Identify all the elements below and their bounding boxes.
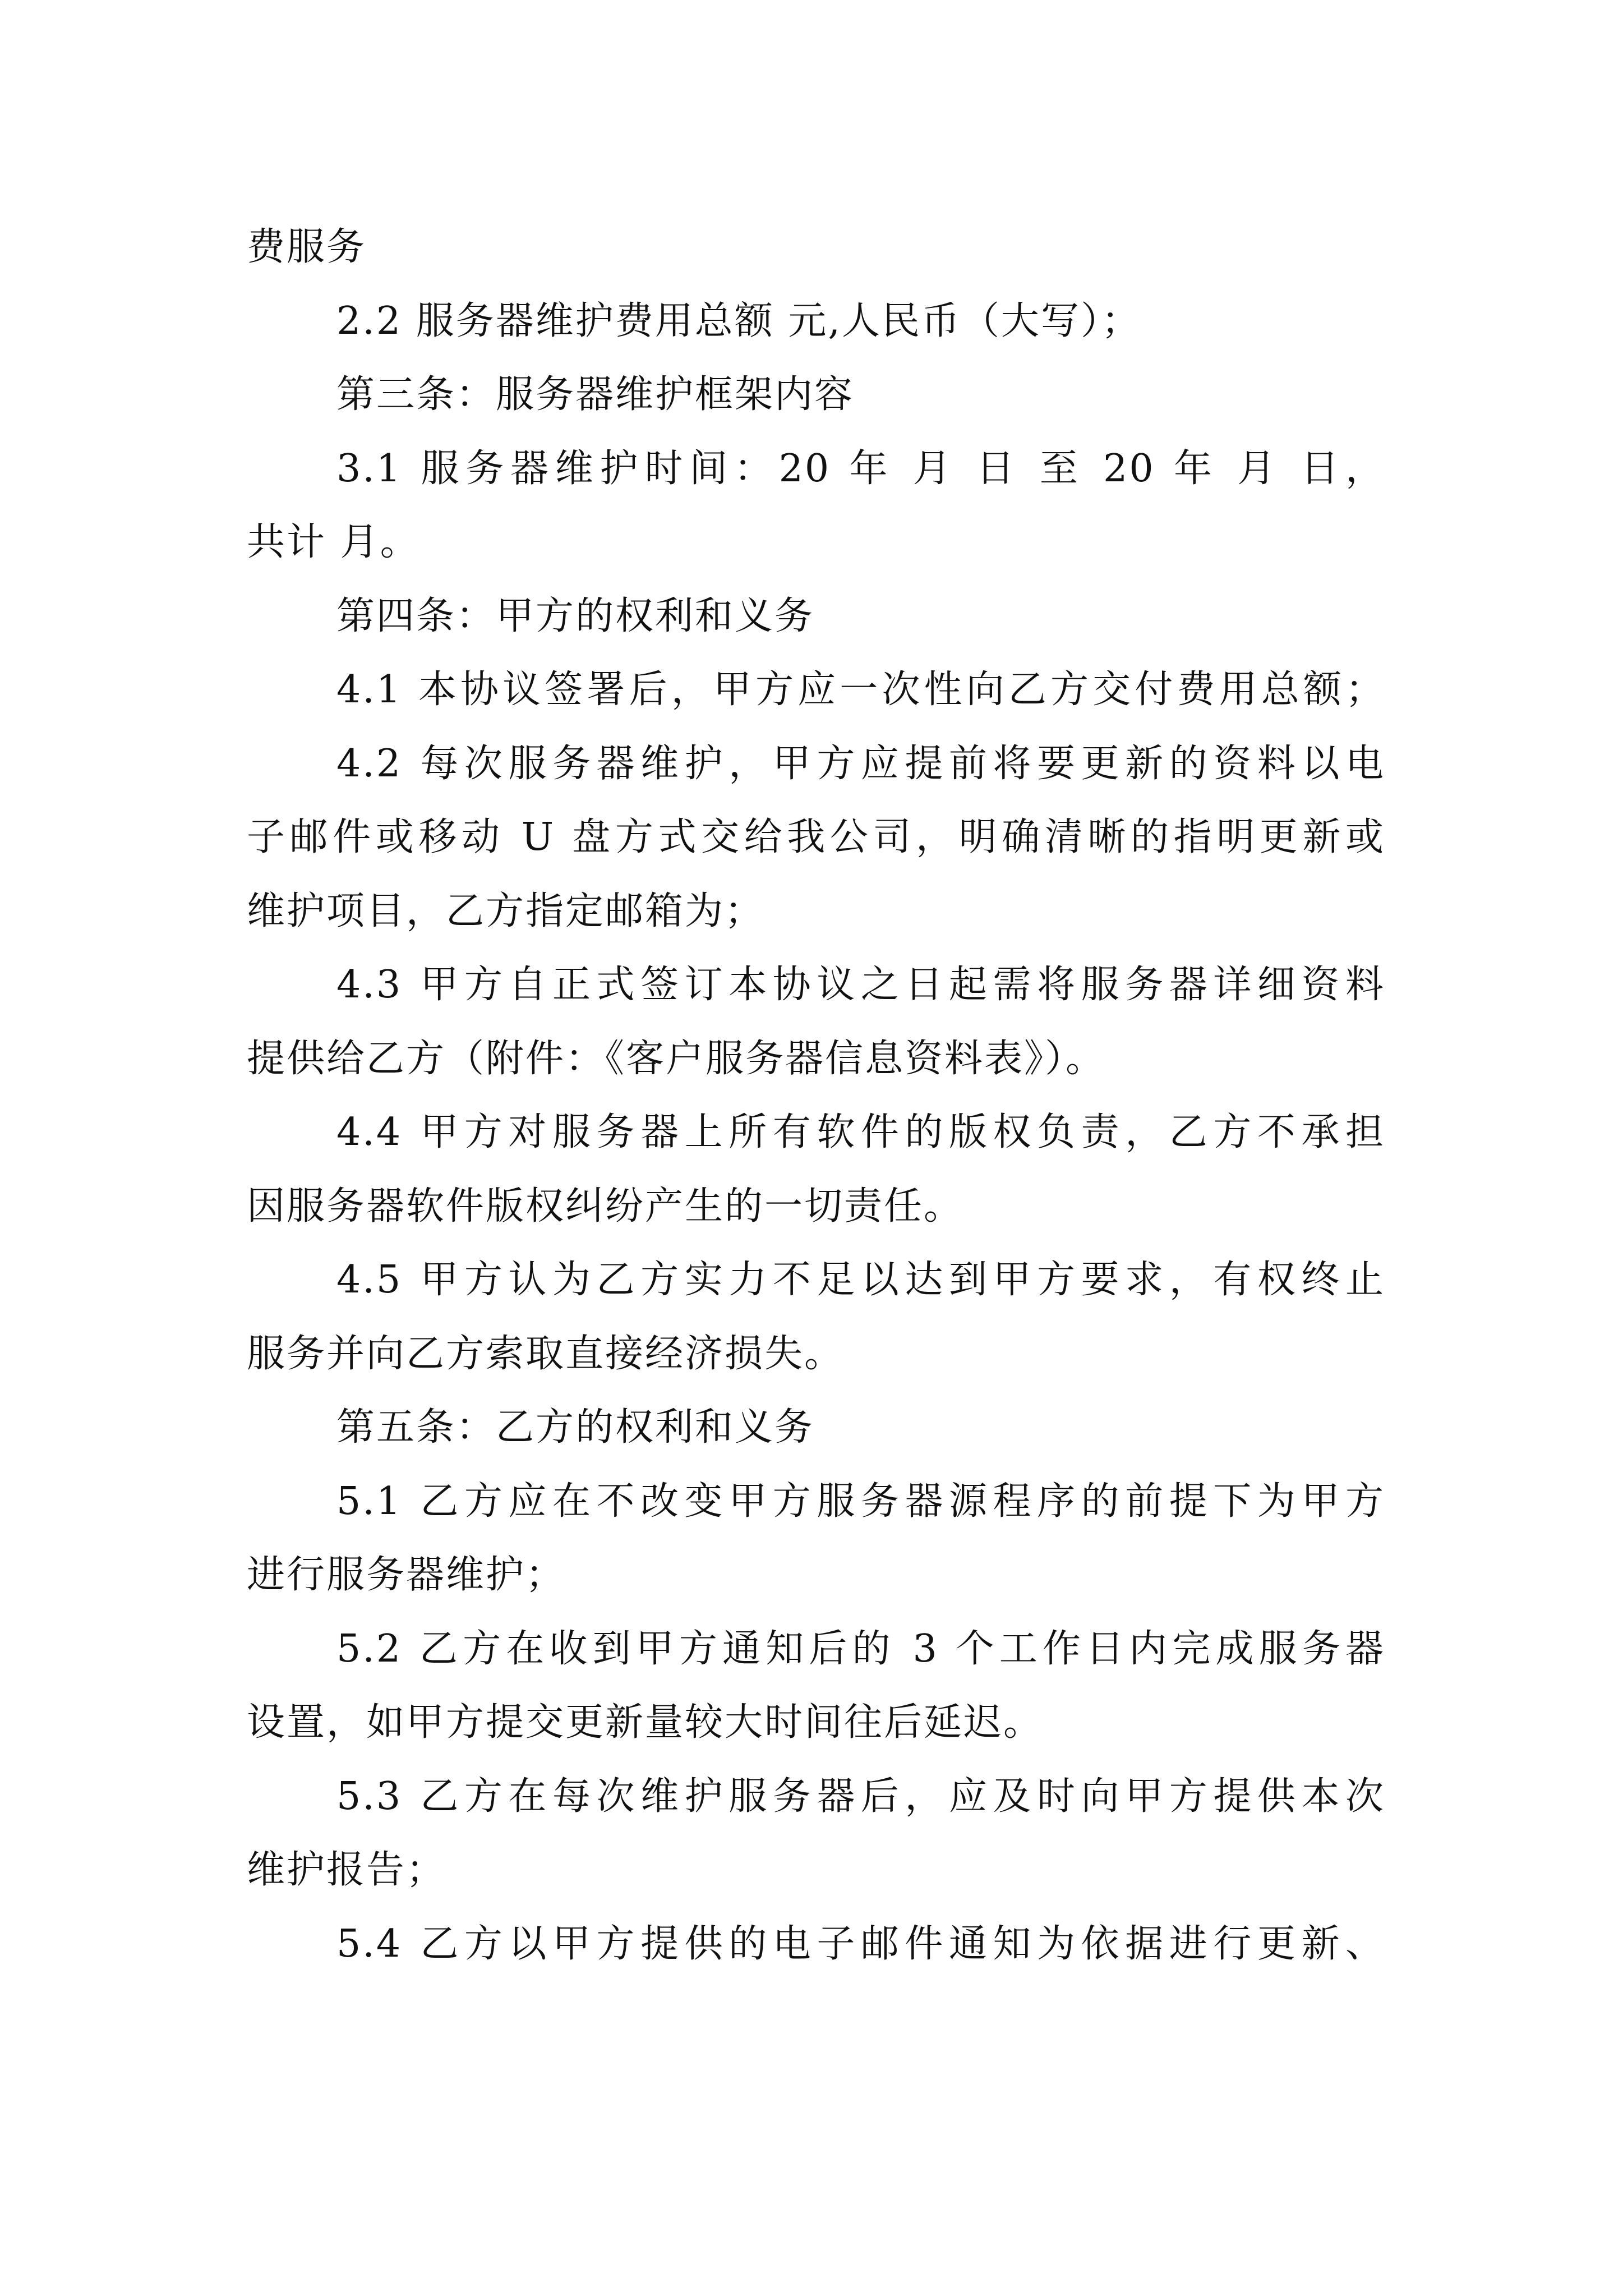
document-line: 进行服务器维护； [247,1553,566,1597]
document-line: 4.5 甲方认为乙方实力不足以达到甲方要求，有权终止 [336,1258,1385,1302]
document-line: 2.2 服务器维护费用总额 元,人民币（大写）； [336,298,1141,343]
document-line: 维护项目，乙方指定邮箱为； [247,889,765,933]
document-line: 因服务器软件版权纠纷产生的一切责任。 [247,1184,964,1228]
document-line: 费服务 [247,225,367,269]
document-line: 维护报告； [247,1848,446,1892]
document-line: 5.3 乙方在每次维护服务器后，应及时向甲方提供本次 [336,1774,1385,1819]
document-line: 4.4 甲方对服务器上所有软件的版权负责，乙方不承担 [336,1110,1385,1154]
document-line: 4.2 每次服务器维护，甲方应提前将要更新的资料以电 [336,741,1385,786]
document-line: 5.2 乙方在收到甲方通知后的 3 个工作日内完成服务器 [336,1626,1385,1671]
document-line: 5.4 乙方以甲方提供的电子邮件通知为依据进行更新、 [336,1921,1385,1966]
document-line: 4.3 甲方自正式签订本协议之日起需将服务器详细资料 [336,963,1385,1007]
document-line: 4.1 本协议签署后，甲方应一次性向乙方交付费用总额； [336,668,1385,712]
document-line: 子邮件或移动 U 盘方式交给我公司，明确清晰的指明更新或 [247,815,1385,859]
document-line: 5.1 乙方应在不改变甲方服务器源程序的前提下为甲方 [336,1479,1385,1524]
document-line: 第三条：服务器维护框架内容 [336,372,855,417]
document-line: 服务并向乙方索取直接经济损失。 [247,1331,845,1376]
document-line: 3.1 服务器维护时间：20 年 月 日 至 20 年 月 日， [336,446,1385,491]
document-line: 共计 月。 [247,520,420,564]
document-body [247,210,1385,1981]
document-line: 设置，如甲方提交更新量较大时间往后延迟。 [247,1700,1044,1745]
document-line: 第四条：甲方的权利和义务 [336,593,815,638]
document-line: 第五条：乙方的权利和义务 [336,1405,815,1450]
document-line: 提供给乙方（附件：《客户服务器信息资料表》）。 [247,1036,1106,1081]
